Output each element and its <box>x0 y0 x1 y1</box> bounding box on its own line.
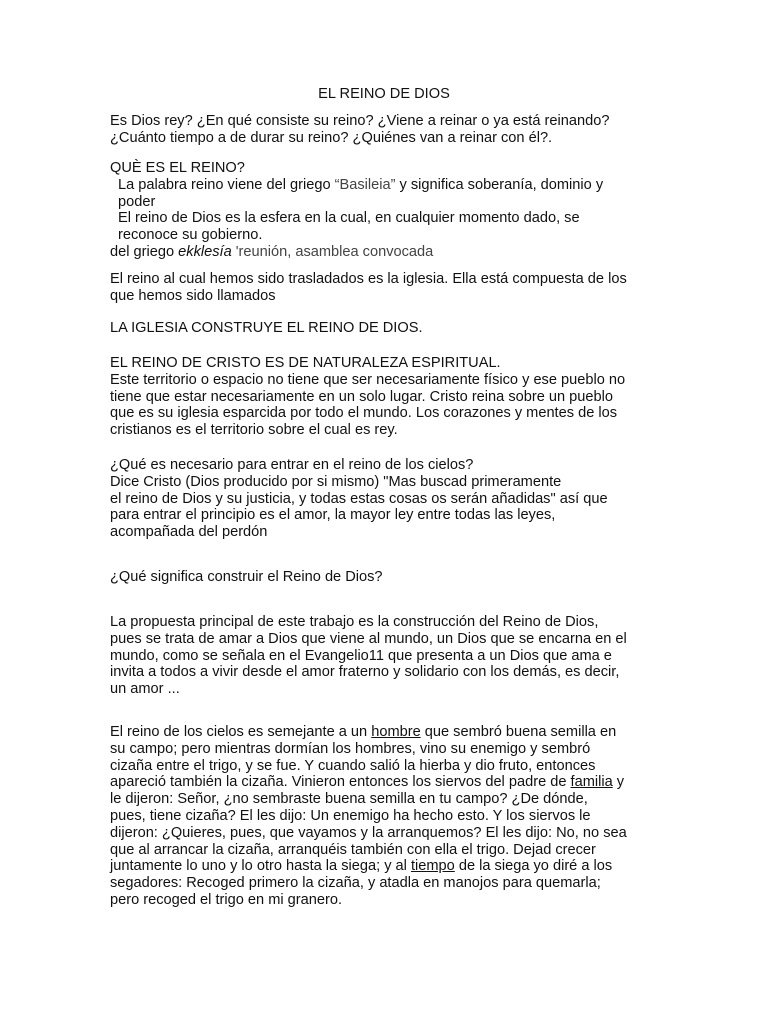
paragraph-line: le dijeron: Señor, ¿no sembraste buena semilla en tu campo? ¿De dónde, <box>110 791 588 808</box>
paragraph-line: acompañada del perdón <box>110 524 268 541</box>
paragraph-line: Este territorio o espacio no tiene que ser necesariamente físico y ese pueblo no <box>110 371 626 388</box>
paragraph-line: cizaña entre el trigo, y se fue. Y cuando salió la hierba y dio fruto, entonces <box>110 757 596 774</box>
link-hombre[interactable]: hombre <box>371 724 421 740</box>
paragraph-line: que es su iglesia esparcida por todo el mundo. Los corazones y mentes de los <box>110 405 618 422</box>
text-run: juntamente lo uno y lo otro hasta la siega; y al <box>110 858 411 875</box>
paragraph-line: pues, tiene cizaña? El les dijo: Un enemigo ha hecho esto. Y los siervos le <box>110 807 591 824</box>
propuesta-paragraph <box>110 614 670 698</box>
section-heading: EL REINO DE CRISTO ES DE NATURALEZA ESPIRITUAL. <box>110 355 501 371</box>
term-ekklesia: ekklesía <box>178 243 232 260</box>
paragraph-line: un amor ... <box>110 681 180 698</box>
parabola-paragraph <box>110 724 670 909</box>
paragraph-line: que al arrancar la cizaña, arranquéis también con ella el trigo. Dejad crecer <box>110 841 596 858</box>
paragraph-line: pero recoged el trigo en mi granero. <box>110 891 343 908</box>
link-tiempo[interactable]: tiempo <box>410 858 455 875</box>
definition-line: El reino de Dios es la esfera en la cual, en cualquier momento dado, se <box>118 210 580 227</box>
document-title: EL REINO DE DIOS <box>318 86 450 102</box>
paragraph-line: mundo, como se señala en el Evangelio11 que presenta a un Dios que ama e <box>110 647 612 664</box>
intro-line: Es Dios rey? ¿En qué consiste su reino? ¿Viene a reinar o ya está reinando? <box>110 113 610 129</box>
paragraph-line: El reino al cual hemos sido trasladados es la iglesia. Ella está compuesta de los <box>110 271 627 287</box>
paragraph-line <box>110 724 670 741</box>
definition-line: reconoce su gobierno. <box>118 227 263 244</box>
etymology-line <box>110 244 670 261</box>
paragraph-line: pues se trata de amar a Dios que viene al mundo, un Dios que se encarna en el <box>110 630 627 647</box>
paragraph-line: La propuesta principal de este trabajo es la construcción del Reino de Dios, <box>110 614 599 630</box>
paragraph-line <box>110 858 670 875</box>
paragraph-line: que hemos sido llamados <box>110 287 276 304</box>
paragraph-line: invita a todos a vivir desde el amor fraterno y solidario con los demás, es decir, <box>110 664 620 681</box>
intro-line: ¿Cuánto tiempo a de durar su reino? ¿Quiénes van a reinar con él?. <box>110 129 553 146</box>
text-run: del griego <box>110 243 179 260</box>
section-heading: QUÈ ES EL REINO? <box>110 160 245 176</box>
text-run: y significa soberanía, dominio y <box>395 176 604 193</box>
paragraph-line: tiene que estar necesariamente en un solo lugar. Cristo reina sobre un pueblo <box>110 388 613 405</box>
paragraph-line: su campo; pero mientras dormían los hombres, vino su enemigo y sembró <box>110 740 591 757</box>
text-run: El reino de los cielos es semejante a un <box>110 724 372 740</box>
paragraph-line <box>110 774 670 791</box>
paragraph-line: el reino de Dios y su justicia, y todas estas cosas os serán añadidas" así que <box>110 490 608 507</box>
text-run: 'reunión, asamblea convocada <box>231 243 434 260</box>
link-familia[interactable]: familia <box>570 774 613 791</box>
intro-paragraph <box>110 113 670 147</box>
cristo-section <box>110 355 670 439</box>
necesario-section <box>110 457 670 541</box>
que-es-section <box>110 160 670 261</box>
paragraph-line: cristianos es el territorio sobre el cual es rey. <box>110 422 398 439</box>
iglesia-heading: LA IGLESIA CONSTRUYE EL REINO DE DIOS. <box>110 320 423 336</box>
text-run: que sembró buena semilla en <box>420 724 617 740</box>
definition-line: poder <box>118 193 156 210</box>
paragraph-line: para entrar el principio es el amor, la mayor ley entre todas las leyes, <box>110 507 556 524</box>
term-basileia: “Basileia” <box>334 176 396 193</box>
paragraph-line: segadores: Recoged primero la cizaña, y atadla en manojos para quemarla; <box>110 875 601 892</box>
text-run: La palabra reino viene del griego <box>118 176 335 193</box>
definition-line <box>110 177 670 194</box>
traslado-paragraph <box>110 271 670 305</box>
text-run: y <box>612 774 625 791</box>
paragraph-line: Dice Cristo (Dios producido por si mismo) "Mas buscad primeramente <box>110 473 562 490</box>
text-run: apareció también la cizaña. Vinieron entonces los siervos del padre de <box>110 774 571 791</box>
text-run: de la siega yo diré a los <box>454 858 613 875</box>
paragraph-line: ¿Qué es necesario para entrar en el reino de los cielos? <box>110 457 474 473</box>
paragraph-line: dijeron: ¿Quieres, pues, que vayamos y la arranquemos? El les dijo: No, no sea <box>110 824 627 841</box>
significa-question: ¿Qué significa construir el Reino de Dios? <box>110 569 383 585</box>
